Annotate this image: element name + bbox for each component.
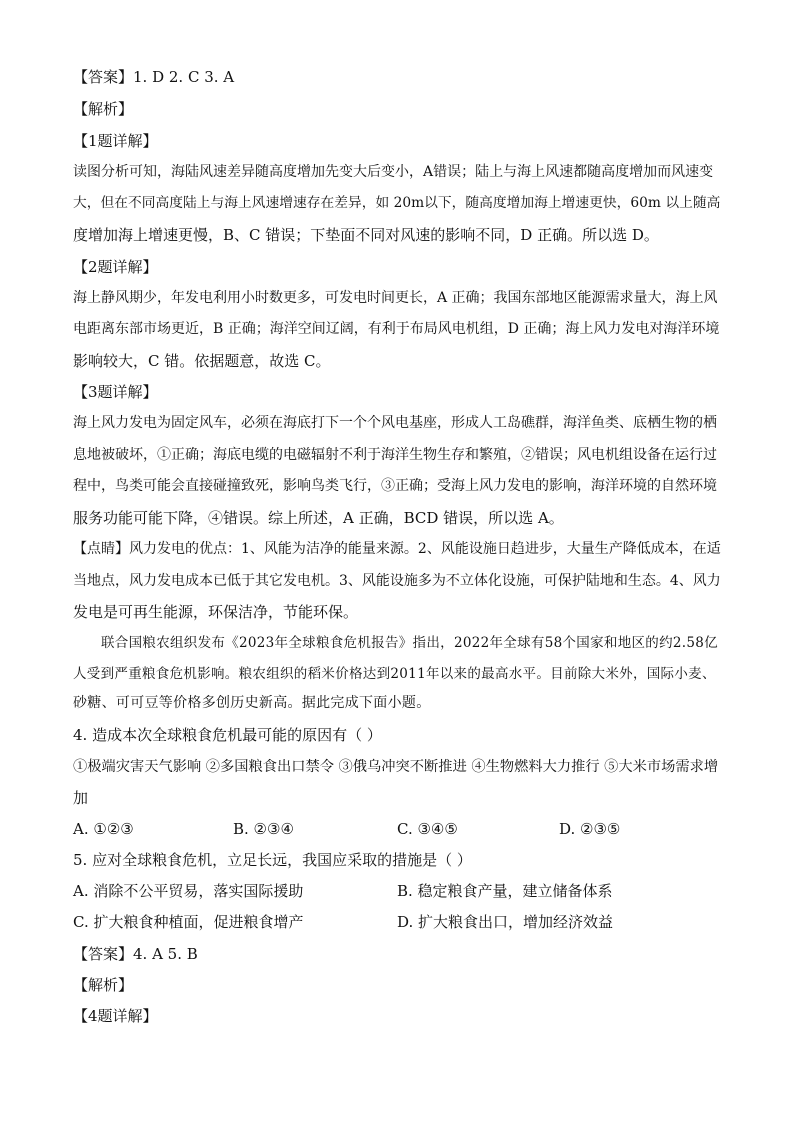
- q4-detail-heading: 【4题详解】: [73, 1007, 158, 1025]
- answer-line-2: 【答案】4. A 5. B: [73, 945, 198, 963]
- q3-detail-heading: 【3题详解】: [73, 383, 158, 401]
- q4-choice-a: A. ①②③: [73, 820, 134, 838]
- question-5-stem: 5. 应对全球粮食危机，立足长远，我国应采取的措施是（ ）: [73, 851, 472, 869]
- q4-choice-c: C. ③④⑤: [397, 820, 458, 838]
- q5-choice-d: D. 扩大粮食出口，增加经济效益: [397, 913, 614, 931]
- q5-choice-c: C. 扩大粮食种植面，促进粮食增产: [73, 913, 304, 931]
- q2-text-line: 海上静风期少，年发电利用小时数更多，可发电时间更长，A 正确；我国东部地区能源需求量大，海上风: [73, 290, 718, 306]
- q5-choice-a: A. 消除不公平贸易，落实国际援助: [73, 882, 304, 900]
- passage-line: 人受到严重粮食危机影响。粮农组织的稻米价格达到2011年以来的最高水平。目前除大米外，国际小麦、: [73, 666, 716, 682]
- q4-choice-d: D. ②③⑤: [559, 820, 621, 838]
- question-4-items: 加: [73, 789, 89, 807]
- q3-text-line: 程中，鸟类可能会直接碰撞致死，影响鸟类飞行，③正确；受海上风力发电的影响，海洋环境的自然环境: [73, 478, 717, 494]
- tip-text-line: 当地点，风力发电成本已低于其它发电机。3、风能设施多为不立体化设施，可保护陆地和生态。4、风力: [73, 573, 721, 589]
- q1-text-line: 度增加海上增速更慢，B、C 错误；下垫面不同对风速的影响不同，D 正确。所以选 D。: [73, 226, 659, 244]
- q1-text-line: 读图分析可知，海陆风速差异随高度增加先变大后变小，A错误；陆上与海上风速都随高度增加而风速变: [73, 164, 714, 180]
- analysis-heading-1: 【解析】: [73, 100, 134, 118]
- analysis-heading-2: 【解析】: [73, 976, 134, 994]
- q2-detail-heading: 【2题详解】: [73, 258, 158, 276]
- passage-line: 砂糖、可可豆等价格多创历史新高。据此完成下面小题。: [73, 695, 431, 711]
- question-4-items: ①极端灾害天气影响 ②多国粮食出口禁令 ③俄乌冲突不断推进 ④生物燃料大力推行 ⑤大米市场需求增: [73, 759, 719, 775]
- q3-text-line: 息地被破坏，①正确；海底电缆的电磁辐射不利于海洋生物生存和繁殖，②错误；风电机组设备在运行过: [73, 447, 717, 463]
- q4-choice-b: B. ②③④: [233, 820, 294, 838]
- q5-choice-b: B. 稳定粮食产量，建立储备体系: [397, 882, 613, 900]
- tip-text-line: 发电是可再生能源，环保洁净，节能环保。: [73, 603, 359, 621]
- q1-detail-heading: 【1题详解】: [73, 132, 158, 150]
- tip-text-line: 【点睛】风力发电的优点：1、风能为洁净的能量来源。2、风能设施日趋进步，大量生产降低成本，在适: [73, 541, 721, 557]
- q1-text-line: 大，但在不同高度陆上与海上风速增速存在差异，如 20m以下，随高度增加海上增速更快，60m 以上随高: [73, 195, 721, 211]
- passage-line: 联合国粮农组织发布《2023年全球粮食危机报告》指出，2022年全球有58个国家和地区的约2.58亿: [101, 635, 718, 651]
- q2-text-line: 影响较大，C 错。依据题意，故选 C。: [73, 352, 331, 370]
- q3-text-line: 海上风力发电为固定风车，必须在海底打下一个个风电基座，形成人工岛礁群，海洋鱼类、底栖生物的栖: [73, 415, 717, 431]
- q3-text-line: 服务功能可能下降，④错误。综上所述，A 正确，BCD 错误，所以选 A。: [73, 509, 564, 527]
- q2-text-line: 电距离东部市场更近，B 正确；海洋空间辽阔，有利于布局风电机组，D 正确；海上风力发电对海洋环境: [73, 321, 720, 337]
- answer-line-1: 【答案】1. D 2. C 3. A: [73, 68, 235, 86]
- question-4-stem: 4. 造成本次全球粮食危机最可能的原因有（ ）: [73, 726, 382, 744]
